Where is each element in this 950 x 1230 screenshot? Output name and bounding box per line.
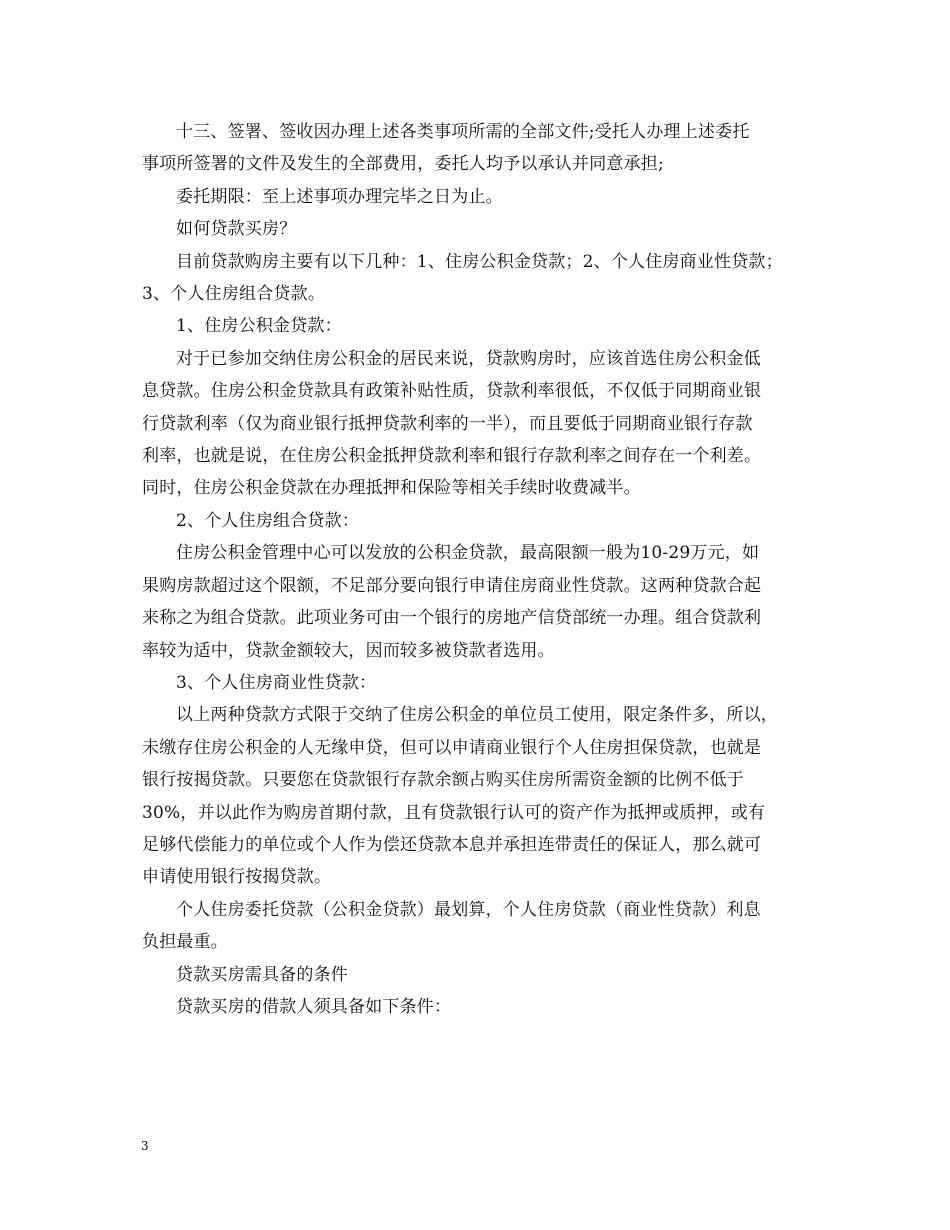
text-line: 负担最重。 [142,932,228,953]
text-line: 息贷款。住房公积金贷款具有政策补贴性质，贷款利率很低，不仅低于同期商业银 [142,381,762,402]
section-heading: 如何贷款买房？ [176,219,297,240]
text-line: 未缴存住房公积金的人无缘申贷，但可以申请商业银行个人住房担保贷款，也就是 [142,737,762,758]
text-line: 目前贷款购房主要有以下几种：1、住房公积金贷款；2、个人住房商业性贷款； [176,251,783,272]
text-line: 30%，并以此作为购房首期付款，且有贷款银行认可的资产作为抵押或质押，或有 [142,802,766,823]
text-line: 贷款买房的借款人须具备如下条件： [176,996,452,1017]
text-line: 同时，住房公积金贷款在办理抵押和保险等相关手续时收费减半。 [142,478,641,499]
document-body [142,116,822,1023]
section-heading: 2、个人住房组合贷款： [176,510,360,531]
text-line: 事项所签署的文件及发生的全部费用，委托人均予以承认并同意承担; [142,154,664,175]
text-line: 足够代偿能力的单位或个人作为偿还贷款本息并承担连带责任的保证人，那么就可 [142,834,762,855]
section-heading: 1、住房公积金贷款： [176,316,342,337]
text-line: 对于已参加交纳住房公积金的居民来说，贷款购房时，应该首选住房公积金低 [176,348,761,369]
text-line: 3、个人住房组合贷款。 [142,284,326,305]
text-line: 行贷款利率（仅为商业银行抵押贷款利率的一半），而且要低于同期商业银行存款 [142,413,753,434]
text-line: 住房公积金管理中心可以发放的公积金贷款，最高限额一般为10-29万元，如 [176,543,760,564]
text-line: 果购房款超过这个限额，不足部分要向银行申请住房商业性贷款。这两种贷款合起 [142,575,762,596]
section-heading: 3、个人住房商业性贷款： [176,672,377,693]
text-line: 十三、签署、签收因办理上述各类事项所需的全部文件;受托人办理上述委托 [176,122,750,142]
text-line: 个人住房委托贷款（公积金贷款）最划算，个人住房贷款（商业性贷款）利息 [176,899,761,920]
section-heading: 贷款买房需具备的条件 [176,964,348,985]
text-line: 委托期限：至上述事项办理完毕之日为止。 [176,186,503,207]
text-line: 来称之为组合贷款。此项业务可由一个银行的房地产信贷部统一办理。组合贷款利 [142,608,762,629]
text-line: 以上两种贷款方式限于交纳了住房公积金的单位员工使用，限定条件多，所以， [176,705,778,726]
page-number: 3 [141,1139,149,1153]
text-line: 利率，也就是说，在住房公积金抵押贷款利率和银行存款利率之间存在一个利差。 [142,446,762,467]
text-line: 率较为适中，贷款金额较大，因而较多被贷款者选用。 [142,640,555,661]
text-line: 申请使用银行按揭贷款。 [142,867,332,888]
text-line: 银行按揭贷款。只要您在贷款银行存款余额占购买住房所需资金额的比例不低于 [142,770,744,791]
